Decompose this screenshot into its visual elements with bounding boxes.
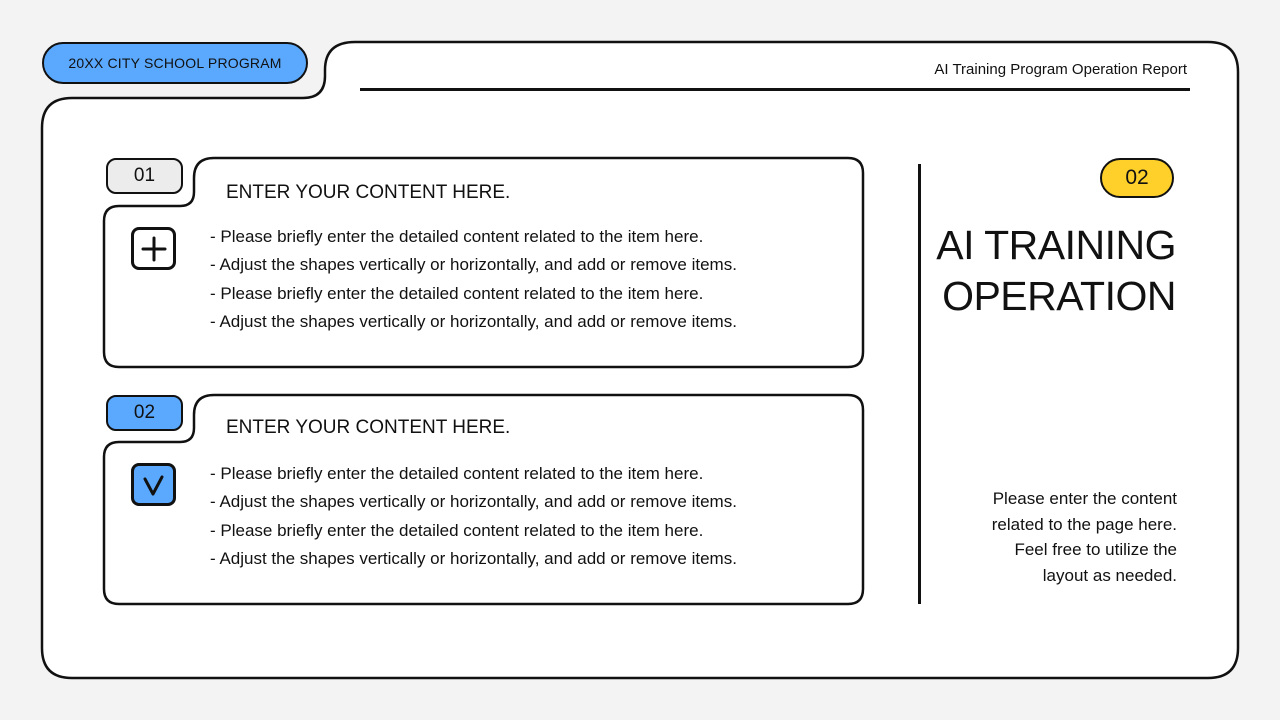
check-icon (131, 463, 176, 506)
list-item: - Please briefly enter the detailed content related to the item here. (210, 517, 737, 545)
card-02-list (210, 460, 737, 573)
list-item: - Adjust the shapes vertically or horizontally, and add or remove items. (210, 308, 737, 336)
list-item: - Please briefly enter the detailed content related to the item here. (210, 460, 737, 488)
description-line-3: Feel free to utilize the (1014, 540, 1177, 559)
section-badge: 02 (1100, 158, 1174, 198)
program-label: 20XX CITY SCHOOL PROGRAM (42, 42, 308, 84)
list-item: - Please briefly enter the detailed content related to the item here. (210, 223, 737, 251)
card-number-tab-02: 02 (106, 395, 183, 431)
report-title: AI Training Program Operation Report (934, 61, 1187, 78)
card-heading-01: ENTER YOUR CONTENT HERE. (226, 182, 511, 203)
description-line-4: layout as needed. (1042, 565, 1177, 585)
section-title (936, 220, 1176, 322)
description-line-2: related to the page here. (991, 514, 1177, 534)
card-heading-02: ENTER YOUR CONTENT HERE. (226, 417, 511, 438)
card-01-list (210, 223, 737, 336)
card-number-tab-01: 01 (106, 158, 183, 194)
list-item: - Adjust the shapes vertically or horizontally, and add or remove items. (210, 488, 737, 516)
section-title-line-2: OPERATION (942, 273, 1176, 319)
header-divider (360, 88, 1190, 91)
section-title-line-1: AI TRAINING (936, 222, 1176, 268)
list-item: - Adjust the shapes vertically or horizontally, and add or remove items. (210, 251, 737, 279)
list-item: - Please briefly enter the detailed content related to the item here. (210, 280, 737, 308)
description-line-1: Please enter the content (992, 489, 1177, 508)
list-item: - Adjust the shapes vertically or horizontally, and add or remove items. (210, 545, 737, 573)
plus-icon (131, 227, 176, 270)
section-description (917, 486, 1177, 588)
